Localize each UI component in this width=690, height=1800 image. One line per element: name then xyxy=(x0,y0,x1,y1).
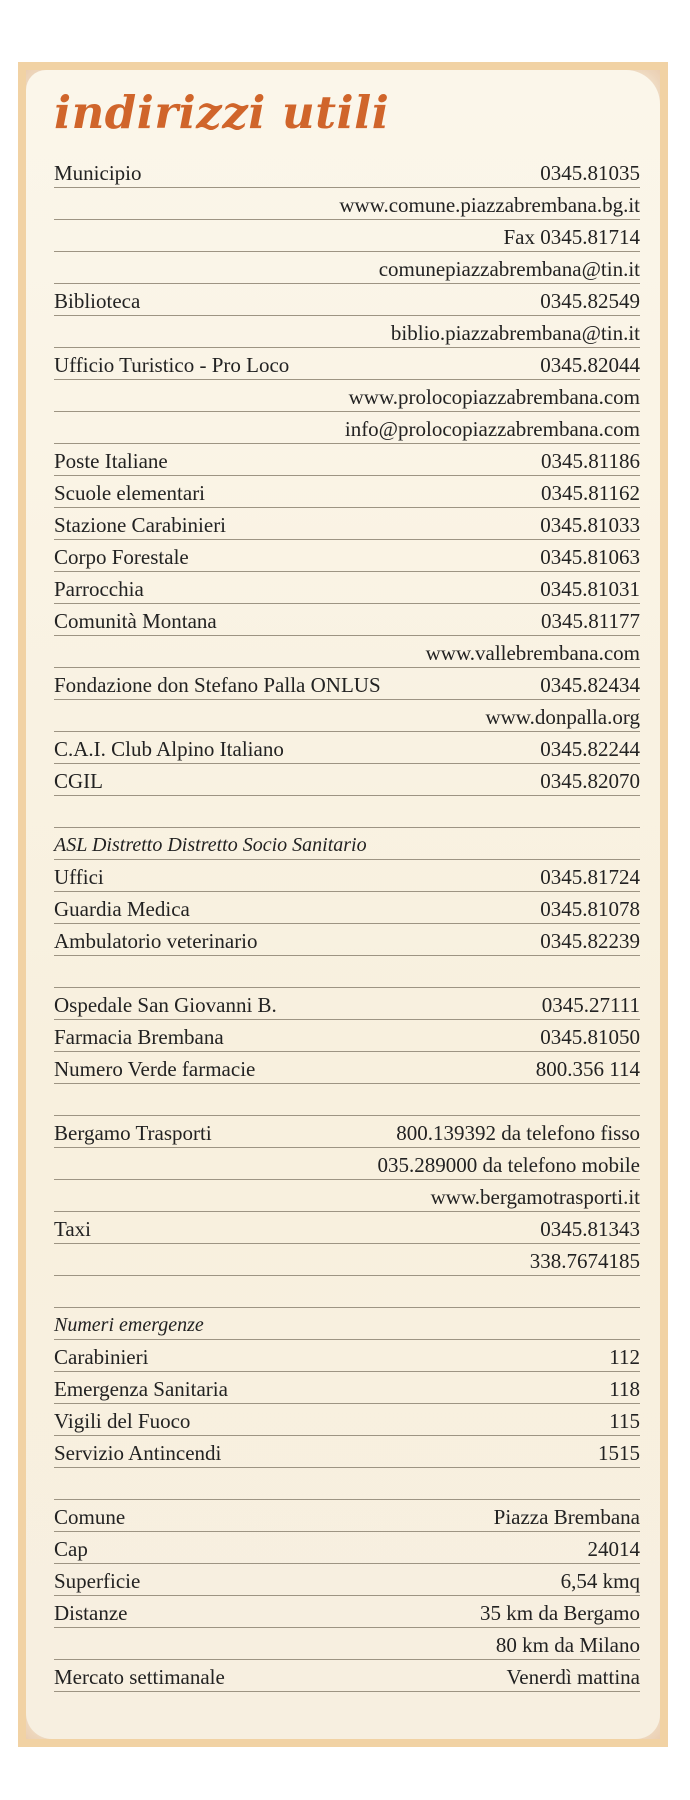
list-row xyxy=(54,1468,640,1500)
row-label: Guardia Medica xyxy=(54,897,190,921)
row-value: 115 xyxy=(609,1409,640,1433)
list-row xyxy=(54,1180,640,1212)
row-value: 0345.27111 xyxy=(541,993,640,1017)
list-row xyxy=(54,1116,640,1148)
row-label: Vigili del Fuoco xyxy=(54,1409,191,1433)
row-value: info@prolocopiazzabrembana.com xyxy=(344,417,640,441)
list-row xyxy=(54,220,640,252)
list-row xyxy=(54,1500,640,1532)
row-value: 800.139392 da telefono fisso xyxy=(396,1121,640,1145)
row-value: biblio.piazzabrembana@tin.it xyxy=(390,321,640,345)
row-label: Emergenza Sanitaria xyxy=(54,1377,228,1401)
row-value: 112 xyxy=(609,1345,640,1369)
row-value: 6,54 kmq xyxy=(560,1569,640,1593)
list-row xyxy=(54,1596,640,1628)
info-card xyxy=(18,62,668,1747)
list-row xyxy=(54,924,640,956)
list-row xyxy=(54,316,640,348)
row-value: 0345.81031 xyxy=(540,577,640,601)
row-label: Ambulatorio veterinario xyxy=(54,929,258,953)
list-row xyxy=(54,1404,640,1436)
row-label: Distanze xyxy=(54,1601,128,1625)
list-row xyxy=(54,156,640,188)
row-label: Servizio Antincendi xyxy=(54,1441,222,1465)
list-row xyxy=(54,508,640,540)
row-value: www.bergamotrasporti.it xyxy=(430,1185,640,1209)
row-label: Uffici xyxy=(54,865,104,889)
list-row xyxy=(54,1340,640,1372)
list-row xyxy=(54,1660,640,1692)
row-value: Piazza Brembana xyxy=(493,1505,640,1529)
list-row xyxy=(54,732,640,764)
list-row xyxy=(54,700,640,732)
row-value: 0345.82434 xyxy=(540,673,640,697)
row-value: Fax 0345.81714 xyxy=(503,225,640,249)
list-row xyxy=(54,380,640,412)
row-value: comunepiazzabrembana@tin.it xyxy=(378,257,640,281)
row-value: Venerdì mattina xyxy=(506,1665,640,1689)
row-label: Farmacia Brembana xyxy=(54,1025,224,1049)
row-label: Carabinieri xyxy=(54,1345,149,1369)
list-row xyxy=(54,892,640,924)
row-value: 035.289000 da telefono mobile xyxy=(377,1153,640,1177)
list-row xyxy=(54,764,640,796)
list-row xyxy=(54,1084,640,1116)
row-value: 0345.81050 xyxy=(540,1025,640,1049)
row-value: 0345.81724 xyxy=(540,865,640,889)
row-label: Scuole elementari xyxy=(54,481,206,505)
list-row xyxy=(54,988,640,1020)
list-row xyxy=(54,1628,640,1660)
row-value: 0345.81186 xyxy=(541,449,640,473)
row-value: www.prolocopiazzabrembana.com xyxy=(348,385,640,409)
row-value: 0345.82070 xyxy=(540,769,640,793)
row-value: 35 km da Bergamo xyxy=(479,1601,640,1625)
row-label: Numeri emergenze xyxy=(54,1314,204,1336)
row-value: 0345.81177 xyxy=(541,609,640,633)
row-value: 338.7674185 xyxy=(529,1249,640,1273)
row-value: 0345.82239 xyxy=(540,929,640,953)
row-label: C.A.I. Club Alpino Italiano xyxy=(54,737,284,761)
row-label: Ufficio Turistico - Pro Loco xyxy=(54,353,290,377)
list-row xyxy=(54,1276,640,1308)
list-row xyxy=(54,188,640,220)
card-paper xyxy=(26,70,660,1739)
list-row xyxy=(54,412,640,444)
contact-list xyxy=(54,156,640,1692)
row-value: 0345.81078 xyxy=(540,897,640,921)
list-row xyxy=(54,860,640,892)
row-value: 118 xyxy=(609,1377,640,1401)
row-value: 1515 xyxy=(598,1441,640,1465)
row-value: 0345.81063 xyxy=(540,545,640,569)
row-label: Municipio xyxy=(54,161,142,185)
row-label: Ospedale San Giovanni B. xyxy=(54,993,277,1017)
list-row xyxy=(54,956,640,988)
row-value: 0345.81162 xyxy=(541,481,640,505)
list-row xyxy=(54,444,640,476)
list-row xyxy=(54,572,640,604)
row-label: Biblioteca xyxy=(54,289,141,313)
list-row xyxy=(54,828,640,860)
row-label: CGIL xyxy=(54,769,103,793)
row-value: 0345.81343 xyxy=(540,1217,640,1241)
list-row xyxy=(54,796,640,828)
list-row xyxy=(54,1372,640,1404)
list-row xyxy=(54,1532,640,1564)
row-value: 24014 xyxy=(587,1537,640,1561)
row-value: 0345.82044 xyxy=(540,353,640,377)
row-label: Fondazione don Stefano Palla ONLUS xyxy=(54,673,381,697)
list-row xyxy=(54,540,640,572)
row-label: ASL Distretto Distretto Socio Sanitario xyxy=(54,834,367,856)
row-value: 0345.81033 xyxy=(540,513,640,537)
row-value: 0345.81035 xyxy=(540,161,640,185)
row-label: Comune xyxy=(54,1505,126,1529)
list-row xyxy=(54,1436,640,1468)
row-value: 80 km da Milano xyxy=(495,1633,640,1657)
list-row xyxy=(54,604,640,636)
row-value: www.donpalla.org xyxy=(485,705,640,729)
list-row xyxy=(54,476,640,508)
row-value: www.vallebrembana.com xyxy=(425,641,640,665)
list-row xyxy=(54,668,640,700)
row-value: 0345.82549 xyxy=(540,289,640,313)
row-label: Poste Italiane xyxy=(54,449,168,473)
page-title: indirizzi utili xyxy=(54,86,390,139)
row-label: Bergamo Trasporti xyxy=(54,1121,212,1145)
row-value: www.comune.piazzabrembana.bg.it xyxy=(339,193,640,217)
list-row xyxy=(54,1020,640,1052)
list-row xyxy=(54,1244,640,1276)
list-row xyxy=(54,1308,640,1340)
list-row xyxy=(54,348,640,380)
list-row xyxy=(54,1052,640,1084)
row-label: Superficie xyxy=(54,1569,141,1593)
list-row xyxy=(54,1212,640,1244)
row-label: Mercato settimanale xyxy=(54,1665,225,1689)
row-value: 800.356 114 xyxy=(535,1057,640,1081)
row-label: Taxi xyxy=(54,1217,92,1241)
row-value: 0345.82244 xyxy=(540,737,640,761)
list-row xyxy=(54,1148,640,1180)
row-label: Corpo Forestale xyxy=(54,545,189,569)
row-label: Comunità Montana xyxy=(54,609,217,633)
row-label: Stazione Carabinieri xyxy=(54,513,227,537)
list-row xyxy=(54,284,640,316)
list-row xyxy=(54,252,640,284)
list-row xyxy=(54,636,640,668)
row-label: Cap xyxy=(54,1537,88,1561)
row-label: Numero Verde farmacie xyxy=(54,1057,256,1081)
list-row xyxy=(54,1564,640,1596)
row-label: Parrocchia xyxy=(54,577,144,601)
